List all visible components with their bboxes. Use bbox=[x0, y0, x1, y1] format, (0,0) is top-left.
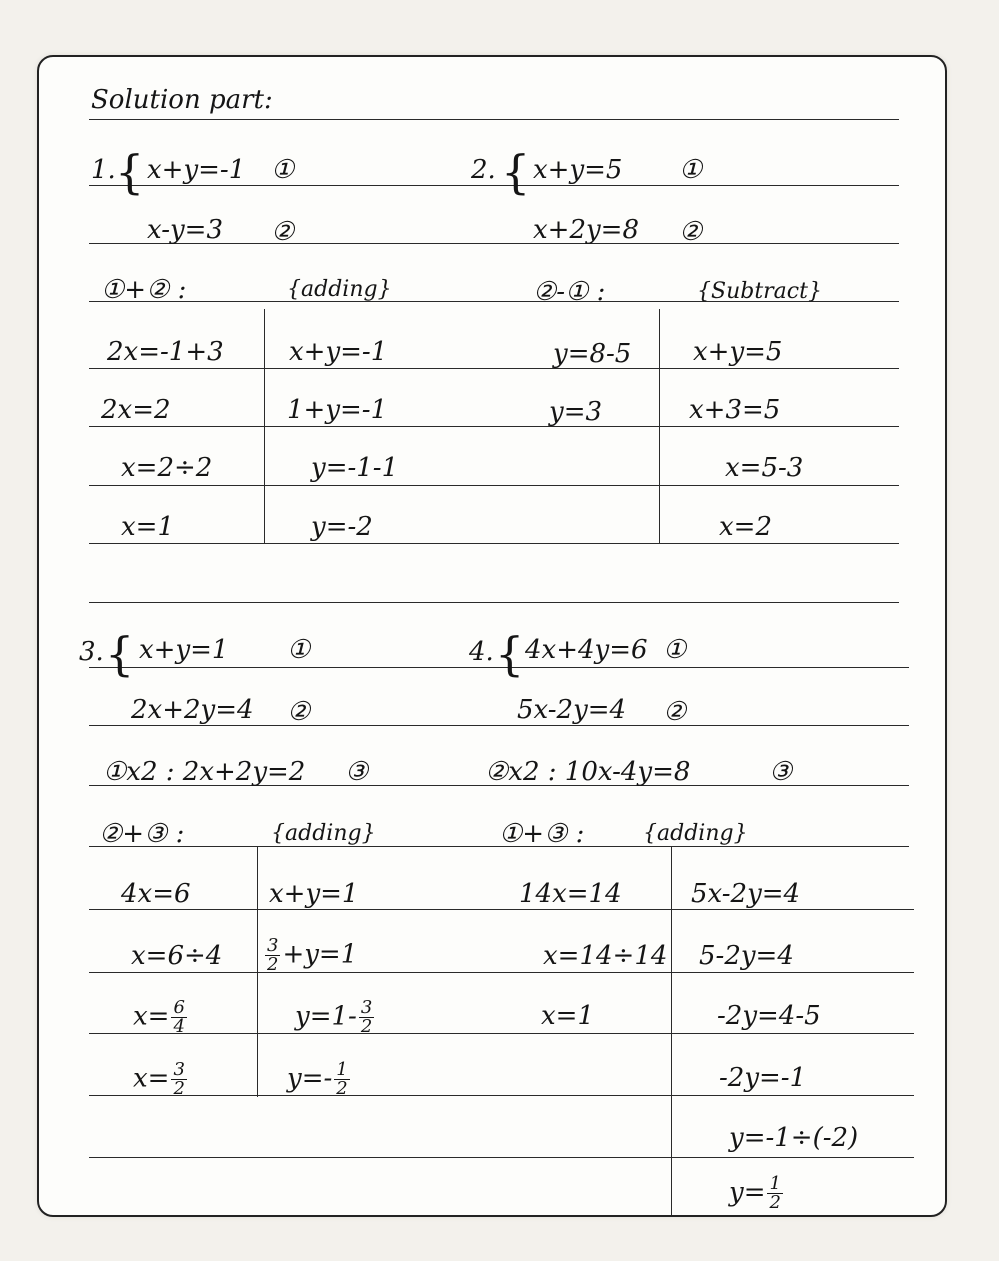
work-step: 2x=2 bbox=[101, 395, 171, 425]
rule-line bbox=[89, 185, 899, 186]
column-divider bbox=[257, 847, 258, 1097]
equation: x-y=3 bbox=[147, 215, 224, 245]
work-step: y=-1-1 bbox=[311, 453, 399, 483]
equation-marker: ① bbox=[679, 155, 703, 185]
rule-line bbox=[89, 426, 899, 427]
work-step: x+y=5 bbox=[693, 337, 783, 367]
work-step: y=8-5 bbox=[553, 339, 632, 369]
operation-note: {adding} bbox=[271, 821, 376, 846]
work-step: x= $\frac{6}{4}$ bbox=[133, 997, 185, 1037]
work-step: y=-1÷(-2) bbox=[729, 1123, 859, 1153]
fraction: $\frac{1}{2}$ bbox=[336, 1059, 348, 1099]
equation: 4x+4y=6 bbox=[525, 635, 648, 665]
work-step: x=6÷4 bbox=[131, 941, 223, 971]
work-step: 5-2y=4 bbox=[699, 941, 794, 971]
system-brace: { bbox=[115, 145, 145, 199]
work-step: x=2 bbox=[719, 512, 772, 542]
fraction: $\frac{3}{2}$ bbox=[267, 935, 279, 975]
work-step: -2y=4-5 bbox=[717, 1001, 821, 1031]
equation: x+y=-1 bbox=[147, 155, 246, 185]
column-divider bbox=[264, 309, 265, 544]
equation-marker: ① bbox=[271, 155, 295, 185]
rule-line bbox=[89, 485, 899, 486]
notebook-page bbox=[37, 55, 947, 1217]
problem-number: 4. bbox=[469, 637, 494, 667]
work-step: 14x=14 bbox=[519, 879, 622, 909]
work-step: y= $\frac{1}{2}$ bbox=[729, 1173, 781, 1213]
operation: ②-① : bbox=[533, 277, 606, 307]
rule-line bbox=[89, 725, 909, 726]
equation: 5x-2y=4 bbox=[517, 695, 627, 725]
equation: x+y=5 bbox=[533, 155, 623, 185]
equation-marker: ① bbox=[287, 635, 311, 665]
column-divider bbox=[659, 309, 660, 544]
operation-note: {adding} bbox=[287, 277, 392, 302]
equation-marker: ② bbox=[663, 697, 687, 727]
equation-marker: ② bbox=[271, 217, 295, 247]
fraction: $\frac{3}{2}$ bbox=[173, 1059, 185, 1099]
equation-marker: ③ bbox=[345, 757, 369, 787]
equation-marker: ② bbox=[679, 217, 703, 247]
operation-note: {adding} bbox=[643, 821, 748, 846]
rule-line bbox=[89, 602, 899, 603]
work-step: 4x=6 bbox=[121, 879, 191, 909]
rule-line bbox=[89, 1095, 914, 1096]
work-step: x=2÷2 bbox=[121, 453, 213, 483]
rule-line bbox=[89, 543, 899, 544]
equation-marker: ② bbox=[287, 697, 311, 727]
work-step: x=1 bbox=[121, 512, 174, 542]
problem-number: 1. bbox=[91, 155, 116, 185]
equation: x+2y=8 bbox=[533, 215, 640, 245]
work-step: x+y=-1 bbox=[289, 337, 388, 367]
system-brace: { bbox=[501, 145, 531, 199]
operation: ①+② : bbox=[101, 275, 187, 305]
work-step: y=3 bbox=[549, 397, 603, 427]
page-header: Solution part: bbox=[91, 85, 273, 115]
system-brace: { bbox=[105, 627, 135, 681]
work-step: -2y=-1 bbox=[719, 1063, 807, 1093]
operation: ①+③ : bbox=[499, 819, 585, 849]
work-step: x+y=1 bbox=[269, 879, 359, 909]
rule-line bbox=[89, 909, 914, 910]
equation-marker: ① bbox=[663, 635, 687, 665]
multiplication-step: ①x2 : 2x+2y=2 bbox=[103, 757, 306, 787]
work-step: x=1 bbox=[541, 1001, 594, 1031]
work-step: 5x-2y=4 bbox=[691, 879, 801, 909]
work-step: y=-2 bbox=[311, 512, 373, 542]
work-step: y=- $\frac{1}{2}$ bbox=[287, 1059, 348, 1099]
work-step: 1+y=-1 bbox=[287, 395, 388, 425]
system-brace: { bbox=[495, 627, 525, 681]
work-step: $\frac{3}{2}$ +y=1 bbox=[267, 935, 358, 975]
problem-number: 3. bbox=[79, 637, 104, 667]
rule-line bbox=[89, 1157, 914, 1158]
multiplication-step: ②x2 : 10x-4y=8 bbox=[485, 757, 691, 787]
work-step: y=1- $\frac{3}{2}$ bbox=[295, 997, 373, 1037]
rule-line bbox=[89, 119, 899, 120]
problem-number: 2. bbox=[471, 155, 496, 185]
work-step: x=5-3 bbox=[725, 453, 804, 483]
operation: ②+③ : bbox=[99, 819, 185, 849]
rule-line bbox=[89, 972, 914, 973]
work-step: x=14÷14 bbox=[543, 941, 668, 971]
work-step: x= $\frac{3}{2}$ bbox=[133, 1059, 185, 1099]
fraction: $\frac{1}{2}$ bbox=[769, 1173, 781, 1213]
fraction: $\frac{6}{4}$ bbox=[173, 997, 185, 1037]
work-step: x+3=5 bbox=[689, 395, 781, 425]
column-divider bbox=[671, 847, 672, 1215]
equation: 2x+2y=4 bbox=[131, 695, 254, 725]
rule-line bbox=[89, 368, 899, 369]
rule-line bbox=[89, 1033, 914, 1034]
work-step: 2x=-1+3 bbox=[107, 337, 224, 367]
equation-marker: ③ bbox=[769, 757, 793, 787]
operation-note: {Subtract} bbox=[697, 279, 822, 304]
fraction: $\frac{3}{2}$ bbox=[360, 997, 373, 1037]
equation: x+y=1 bbox=[139, 635, 229, 665]
